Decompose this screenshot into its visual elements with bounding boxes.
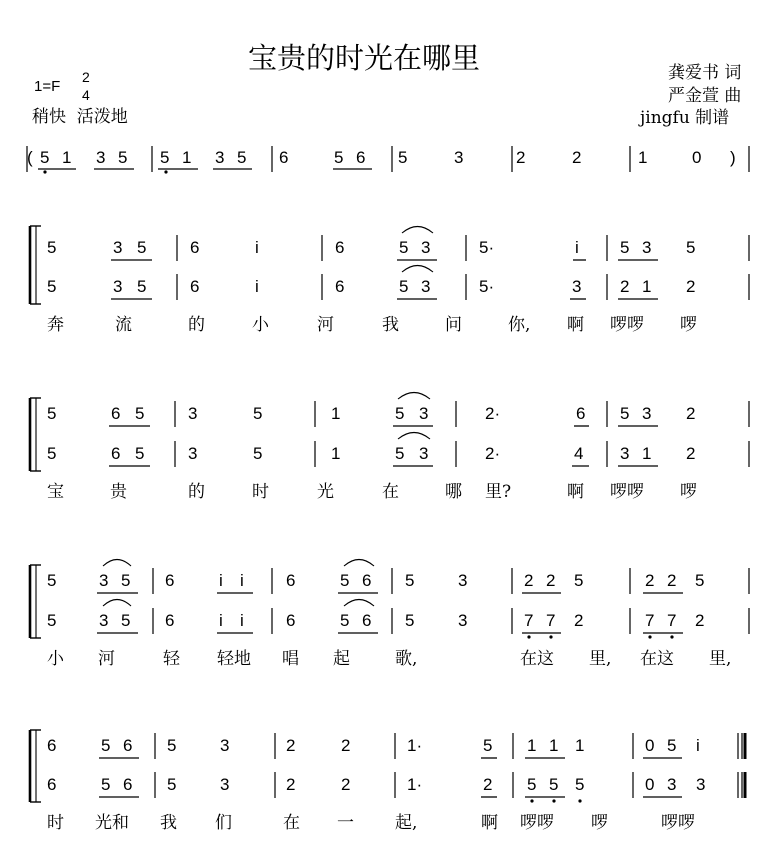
voice2-note: 6 xyxy=(165,611,175,630)
voice2-note: 2 xyxy=(686,444,696,463)
lyric-syllable: 时 xyxy=(252,482,269,502)
low-octave-dot xyxy=(648,635,651,638)
lyric-syllable: 里, xyxy=(589,649,612,669)
voice1-note: 6 xyxy=(286,571,296,590)
voice1-note: i xyxy=(575,238,579,257)
transcriber-credit: jingfu 制谱 xyxy=(640,108,730,128)
voice2-note: 3 xyxy=(572,277,582,296)
tie-arc xyxy=(103,600,131,607)
voice1-note: 1· xyxy=(407,736,423,755)
lyric-syllable: 小 xyxy=(252,315,269,335)
voice1-note: 3 xyxy=(113,238,123,257)
voice2-note: 5 xyxy=(121,611,131,630)
time-signature-bottom: 4 xyxy=(82,87,90,103)
voice1-note: 6 xyxy=(335,238,345,257)
voice1-note: 1 xyxy=(527,736,537,755)
lyric-syllable: 我 xyxy=(160,813,177,833)
tie-arc xyxy=(398,393,430,400)
voice1-note: 5 xyxy=(695,571,705,590)
intro-note: 2 xyxy=(516,148,526,167)
intro-note: 5 xyxy=(237,148,247,167)
voice1-note: i xyxy=(240,571,244,590)
lyric-syllable: 唱 xyxy=(282,649,299,669)
lyric-syllable: 里, xyxy=(709,649,732,669)
intro-note: 3 xyxy=(215,148,225,167)
intro-note: 3 xyxy=(454,148,464,167)
lyric-syllable: 轻 xyxy=(163,649,180,669)
voice2-note: 4 xyxy=(574,444,584,463)
voice1-note: 5 xyxy=(405,571,415,590)
voice2-note: 3 xyxy=(220,775,230,794)
voice2-note: 5 xyxy=(47,611,57,630)
voice2-note: 1 xyxy=(642,277,652,296)
voice2-note: i xyxy=(255,277,259,296)
lyric-syllable: 流 xyxy=(115,315,132,335)
lyric-syllable: 的 xyxy=(188,315,205,335)
intro-note: 5 xyxy=(160,148,170,167)
voice2-note: 6 xyxy=(47,775,57,794)
lyric-syllable: 们 xyxy=(215,813,232,833)
voice2-note: 5 xyxy=(575,775,585,794)
voice1-note: 3 xyxy=(220,736,230,755)
voice2-note: i xyxy=(219,611,223,630)
voice2-note: 5 xyxy=(47,444,57,463)
voice1-note: 6 xyxy=(111,404,121,423)
time-signature-top: 2 xyxy=(82,69,90,85)
voice1-note: 5 xyxy=(253,404,263,423)
voice1-note: 2 xyxy=(686,404,696,423)
lyric-syllable: 的 xyxy=(188,482,205,502)
lyric-syllable: 起 xyxy=(333,649,350,669)
low-octave-dot xyxy=(530,799,533,802)
voice1-note: i xyxy=(219,571,223,590)
intro-note: ) xyxy=(730,148,736,167)
low-octave-dot xyxy=(164,170,167,173)
voice1-note: 5 xyxy=(121,571,131,590)
lyric-syllable: 啰啰 xyxy=(610,315,644,335)
voice2-note: 5 xyxy=(405,611,415,630)
low-octave-dot xyxy=(527,635,530,638)
voice1-note: 1 xyxy=(331,404,341,423)
lyric-syllable: 我 xyxy=(382,315,399,335)
voice1-note: 3 xyxy=(188,404,198,423)
lyric-syllable: 啰 xyxy=(680,315,697,335)
intro-note: 2 xyxy=(572,148,582,167)
lyric-syllable: 河 xyxy=(98,649,115,669)
voice2-note: 5 xyxy=(399,277,409,296)
intro-note: 6 xyxy=(356,148,366,167)
voice2-note: 5 xyxy=(135,444,145,463)
voice1-note: 5 xyxy=(167,736,177,755)
lyric-syllable: 河 xyxy=(317,315,334,335)
voice1-note: i xyxy=(696,736,700,755)
lyric-syllable: 啊 xyxy=(567,315,584,335)
voice2-note: 3 xyxy=(421,277,431,296)
voice1-note: 5 xyxy=(620,238,630,257)
lyric-syllable: 一 xyxy=(337,813,354,833)
voice2-note: 5 xyxy=(47,277,57,296)
voice1-note: 5 xyxy=(47,404,57,423)
voice1-note: 2 xyxy=(341,736,351,755)
voice2-note: 5 xyxy=(340,611,350,630)
lyric-syllable: 在 xyxy=(382,482,399,502)
tie-arc xyxy=(402,266,433,273)
voice2-note: 6 xyxy=(335,277,345,296)
lyric-syllable: 啊 xyxy=(481,813,498,833)
voice1-note: 1 xyxy=(549,736,559,755)
voice1-note: 2· xyxy=(485,404,501,423)
lyric-syllable: 啊 xyxy=(567,482,584,502)
voice1-note: 6 xyxy=(123,736,133,755)
lyric-syllable: 宝 xyxy=(47,482,64,502)
tie-arc xyxy=(398,433,430,440)
lyric-syllable: 在这 xyxy=(640,649,674,669)
lyric-syllable: 起, xyxy=(395,813,418,833)
low-octave-dot xyxy=(43,170,46,173)
tie-arc xyxy=(344,600,374,607)
lyric-syllable: 啰 xyxy=(680,482,697,502)
tempo-marking: 稍快 活泼地 xyxy=(32,107,128,127)
voice1-note: 5 xyxy=(620,404,630,423)
voice2-note: 0 xyxy=(645,775,655,794)
voice1-note: 5 xyxy=(137,238,147,257)
lyricist-credit: 龚爱书 词 xyxy=(668,63,742,83)
voice1-note: 6 xyxy=(165,571,175,590)
lyric-syllable: 轻地 xyxy=(217,649,251,669)
lyric-syllable: 啰啰 xyxy=(520,813,554,833)
intro-note: 6 xyxy=(279,148,289,167)
lyric-syllable: 你, xyxy=(508,315,531,335)
voice1-note: 2 xyxy=(546,571,556,590)
page-title: 宝贵的时光在哪里 xyxy=(248,41,481,75)
lyric-syllable: 里? xyxy=(485,482,512,502)
voice2-note: 6 xyxy=(190,277,200,296)
voice2-note: 2 xyxy=(686,277,696,296)
voice1-note: 5 xyxy=(47,571,57,590)
voice2-note: 6 xyxy=(123,775,133,794)
voice1-note: 5 xyxy=(47,238,57,257)
voice2-note: 2 xyxy=(483,775,493,794)
low-octave-dot xyxy=(549,635,552,638)
voice2-note: 2 xyxy=(695,611,705,630)
low-octave-dot xyxy=(578,799,581,802)
intro-note: 1 xyxy=(62,148,72,167)
voice1-note: 2 xyxy=(667,571,677,590)
voice1-note: 2 xyxy=(286,736,296,755)
voice2-note: 3 xyxy=(620,444,630,463)
intro-note: 5 xyxy=(118,148,128,167)
voice1-note: 5· xyxy=(479,238,495,257)
voice1-note: 6 xyxy=(362,571,372,590)
voice2-note: 7 xyxy=(667,611,677,630)
voice2-note: i xyxy=(240,611,244,630)
voice1-note: 5 xyxy=(340,571,350,590)
lyric-syllable: 光 xyxy=(317,482,334,502)
voice1-note: 5 xyxy=(686,238,696,257)
voice1-note: 6 xyxy=(190,238,200,257)
intro-note: ( xyxy=(27,148,33,167)
voice2-note: 3 xyxy=(419,444,429,463)
voice1-note: 2 xyxy=(645,571,655,590)
lyric-syllable: 光和 xyxy=(95,813,129,833)
voice2-note: 7 xyxy=(546,611,556,630)
lyric-syllable: 在这 xyxy=(520,649,554,669)
key-signature: 1=F xyxy=(34,78,61,95)
low-octave-dot xyxy=(552,799,555,802)
tie-arc xyxy=(103,560,131,567)
voice2-note: 3 xyxy=(99,611,109,630)
voice2-note: 2 xyxy=(341,775,351,794)
lyric-syllable: 贵 xyxy=(110,482,127,502)
intro-note: 1 xyxy=(638,148,648,167)
voice1-note: 3 xyxy=(458,571,468,590)
voice2-note: 5 xyxy=(167,775,177,794)
lyric-syllable: 小 xyxy=(47,649,64,669)
voice2-note: 6 xyxy=(362,611,372,630)
voice1-note: 3 xyxy=(99,571,109,590)
low-octave-dot xyxy=(670,635,673,638)
composer-credit: 严金萱 曲 xyxy=(668,86,742,106)
intro-note: 1 xyxy=(182,148,192,167)
voice2-note: 2 xyxy=(286,775,296,794)
voice1-note: 3 xyxy=(642,238,652,257)
voice2-note: 7 xyxy=(524,611,534,630)
voice2-note: 2 xyxy=(574,611,584,630)
voice1-note: 5 xyxy=(483,736,493,755)
lyric-syllable: 奔 xyxy=(47,315,64,335)
voice1-note: 1 xyxy=(575,736,585,755)
lyric-syllable: 啰 xyxy=(591,813,608,833)
lyric-syllable: 歌, xyxy=(395,649,418,669)
voice1-note: 5 xyxy=(395,404,405,423)
voice2-note: 5 xyxy=(253,444,263,463)
voice2-note: 7 xyxy=(645,611,655,630)
intro-note: 5 xyxy=(40,148,50,167)
voice2-note: 5 xyxy=(395,444,405,463)
voice2-note: 1· xyxy=(407,775,423,794)
lyric-syllable: 哪 xyxy=(445,482,462,502)
lyric-syllable: 在 xyxy=(283,813,300,833)
voice2-note: 5 xyxy=(137,277,147,296)
voice1-note: i xyxy=(255,238,259,257)
voice2-note: 1 xyxy=(331,444,341,463)
tie-arc xyxy=(402,227,433,234)
voice2-note: 5 xyxy=(549,775,559,794)
voice2-note: 5 xyxy=(527,775,537,794)
voice2-note: 2 xyxy=(620,277,630,296)
voice2-note: 3 xyxy=(188,444,198,463)
tie-arc xyxy=(344,560,374,567)
voice2-note: 5 xyxy=(101,775,111,794)
voice2-note: 3 xyxy=(696,775,706,794)
voice1-note: 5 xyxy=(574,571,584,590)
voice1-note: 6 xyxy=(576,404,586,423)
voice1-note: 3 xyxy=(419,404,429,423)
voice1-note: 5 xyxy=(135,404,145,423)
voice1-note: 3 xyxy=(421,238,431,257)
lyric-syllable: 时 xyxy=(47,813,64,833)
voice1-note: 0 xyxy=(645,736,655,755)
voice1-note: 5 xyxy=(667,736,677,755)
voice2-note: 2· xyxy=(485,444,501,463)
intro-note: 0 xyxy=(692,148,702,167)
voice2-note: 3 xyxy=(667,775,677,794)
lyric-syllable: 问 xyxy=(445,315,462,335)
voice2-note: 6 xyxy=(286,611,296,630)
voice1-note: 6 xyxy=(47,736,57,755)
voice1-note: 2 xyxy=(524,571,534,590)
intro-note: 5 xyxy=(398,148,408,167)
voice2-note: 3 xyxy=(458,611,468,630)
intro-note: 5 xyxy=(334,148,344,167)
voice2-note: 3 xyxy=(113,277,123,296)
voice2-note: 1 xyxy=(642,444,652,463)
lyric-syllable: 啰啰 xyxy=(661,813,695,833)
voice1-note: 5 xyxy=(399,238,409,257)
voice1-note: 3 xyxy=(642,404,652,423)
voice2-note: 5· xyxy=(479,277,495,296)
lyric-syllable: 啰啰 xyxy=(610,482,644,502)
voice1-note: 5 xyxy=(101,736,111,755)
intro-note: 3 xyxy=(96,148,106,167)
voice2-note: 6 xyxy=(111,444,121,463)
